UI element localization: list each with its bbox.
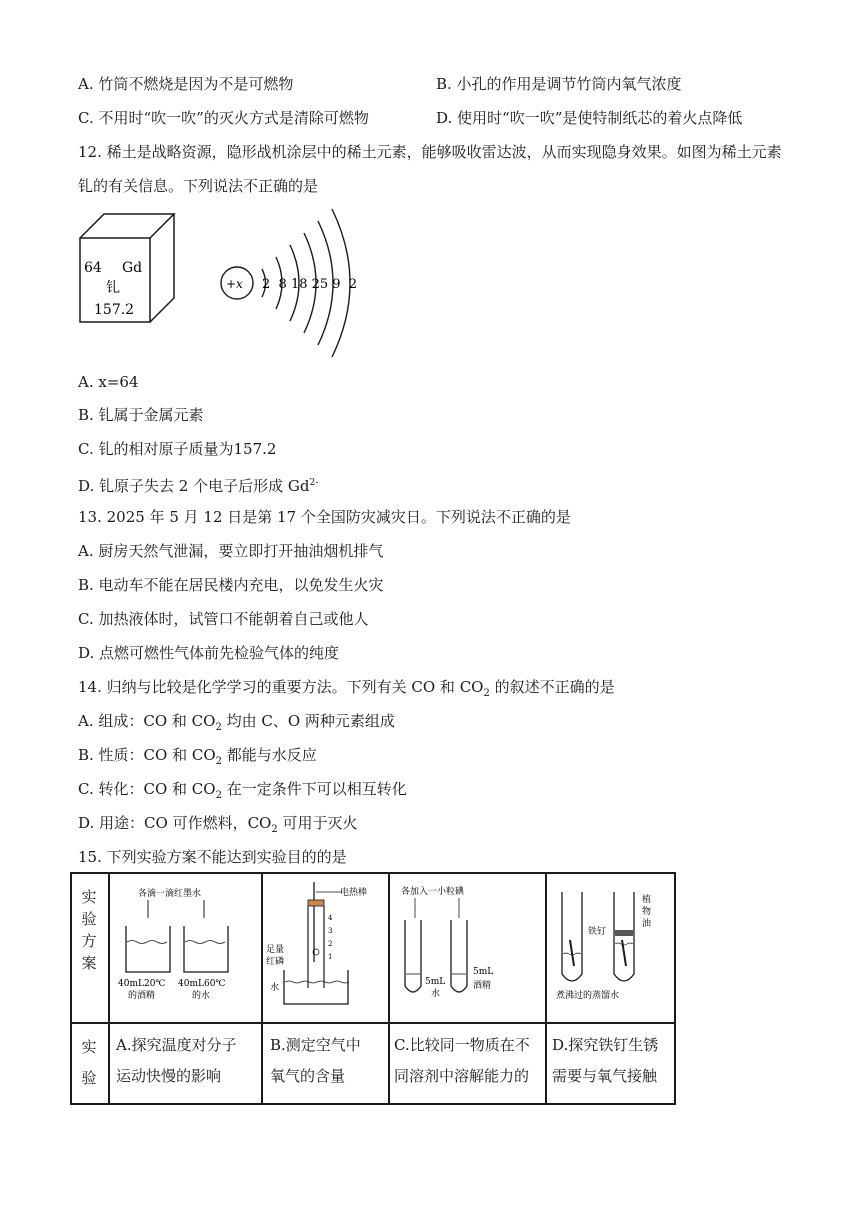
figure-b-apparatus <box>264 878 386 1018</box>
svg-text:的酒精: 的酒精 <box>128 991 156 1001</box>
q12-stem-line2: 钆的有关信息。下列说法不正确的是 <box>78 177 319 195</box>
svg-text:酒精: 酒精 <box>473 981 492 991</box>
svg-text:各加入一小粒碘: 各加入一小粒碘 <box>401 887 465 897</box>
q11-option-c: C. 不用时“吹一吹”的灭火方式是清除可燃物 <box>78 109 369 127</box>
shell-electron-counts: 2 8 18 25 9 2 <box>262 277 358 292</box>
element-name: 钆 <box>106 280 120 296</box>
svg-text:油: 油 <box>642 919 652 929</box>
purpose-d: D.探究铁钉生锈 需要与氧气接触 <box>552 1036 659 1085</box>
svg-text:铁钉: 铁钉 <box>588 927 607 937</box>
row-header-purpose: 实 验 <box>81 1038 97 1087</box>
q12-stem-line1: 12. 稀土是战略资源，隐形战机涂层中的稀土元素，能够吸收雷达波，从而实现隐身效果。如图为稀土元素 <box>78 143 782 161</box>
purpose-a: A.探究温度对分子 运动快慢的影响 <box>116 1036 237 1085</box>
svg-text:4: 4 <box>328 914 333 922</box>
q13-option-a: A. 厨房天然气泄漏，要立即打开抽油烟机排气 <box>78 542 384 560</box>
svg-text:电热棒: 电热棒 <box>340 888 368 898</box>
q13-option-b: B. 电动车不能在居民楼内充电，以免发生火灾 <box>78 576 384 594</box>
q14-option-b: B. 性质：CO 和 $CO_2$ 都能与水反应 <box>78 746 317 767</box>
svg-text:40mL60℃: 40mL60℃ <box>178 979 226 989</box>
svg-text:2: 2 <box>328 940 333 948</box>
element-symbol: Gd <box>122 260 143 276</box>
svg-text:的水: 的水 <box>192 991 211 1001</box>
q13-option-d: D. 点燃可燃性气体前先检验气体的纯度 <box>78 644 340 662</box>
svg-text:3: 3 <box>328 927 333 935</box>
element-atomic-number: 64 <box>84 260 102 276</box>
q13-stem: 13. 2025 年 5 月 12 日是第 17 个全国防灾减灾日。下列说法不正确的是 <box>78 508 571 526</box>
svg-text:各滴一滴红墨水: 各滴一滴红墨水 <box>138 889 202 899</box>
q13-option-c: C. 加热液体时，试管口不能朝着自己或他人 <box>78 610 369 628</box>
svg-text:水: 水 <box>431 989 441 999</box>
q14-stem: 14. 归纳与比较是化学学习的重要方法。下列有关 CO 和 $CO_2$ 的叙述不正确的是 <box>78 678 615 699</box>
q12-option-d: D. 钆原子失去 2 个电子后形成 $Gd^{2-}$ <box>78 477 319 495</box>
svg-text:5mL: 5mL <box>473 967 494 977</box>
q11-option-a: A. 竹筒不燃烧是因为不是可燃物 <box>78 75 294 93</box>
q11-option-d: D. 使用时“吹一吹”是使特制纸芯的着火点降低 <box>436 109 743 127</box>
svg-text:足量: 足量 <box>266 945 285 955</box>
purpose-b: B.测定空气中 氧气的含量 <box>270 1036 361 1085</box>
purpose-c: C.比较同一物质在不 同溶剂中溶解能力的 <box>394 1036 530 1085</box>
svg-text:5mL: 5mL <box>425 977 446 987</box>
q14-option-d: D. 用途：CO 可作燃料，$CO_2$ 可用于灭火 <box>78 814 358 835</box>
row-header-scheme: 实 验 方 案 <box>81 888 97 972</box>
q11-option-b: B. 小孔的作用是调节竹筒内氧气浓度 <box>436 75 682 93</box>
svg-text:红磷: 红磷 <box>266 957 285 967</box>
svg-text:植: 植 <box>642 895 652 905</box>
q14-option-a: A. 组成：CO 和 $CO_2$ 均由 C、O 两种元素组成 <box>78 712 395 733</box>
q12-option-c: C. 钆的相对原子质量为157.2 <box>78 440 277 458</box>
svg-text:物: 物 <box>642 907 652 917</box>
svg-text:40mL20℃: 40mL20℃ <box>118 979 166 989</box>
q15-stem: 15. 下列实验方案不能达到实验目的的是 <box>78 848 347 866</box>
element-card-figure <box>78 212 178 324</box>
svg-text:1: 1 <box>328 953 333 961</box>
figure-a-beakers <box>112 878 258 1018</box>
atom-structure-diagram <box>218 205 368 360</box>
q12-option-a: A. x=64 <box>78 373 139 391</box>
svg-text:水: 水 <box>270 983 280 993</box>
svg-text:煮沸过的蒸馏水: 煮沸过的蒸馏水 <box>556 991 620 1001</box>
element-mass: 157.2 <box>94 302 135 318</box>
nucleus-label: +x <box>226 277 243 291</box>
figure-c-test-tubes <box>391 878 543 1018</box>
figure-d-nail-tubes <box>548 878 672 1018</box>
q14-option-c: C. 转化：CO 和 $CO_2$ 在一定条件下可以相互转化 <box>78 780 407 801</box>
q12-option-b: B. 钆属于金属元素 <box>78 406 204 424</box>
experiment-table <box>70 872 676 1105</box>
